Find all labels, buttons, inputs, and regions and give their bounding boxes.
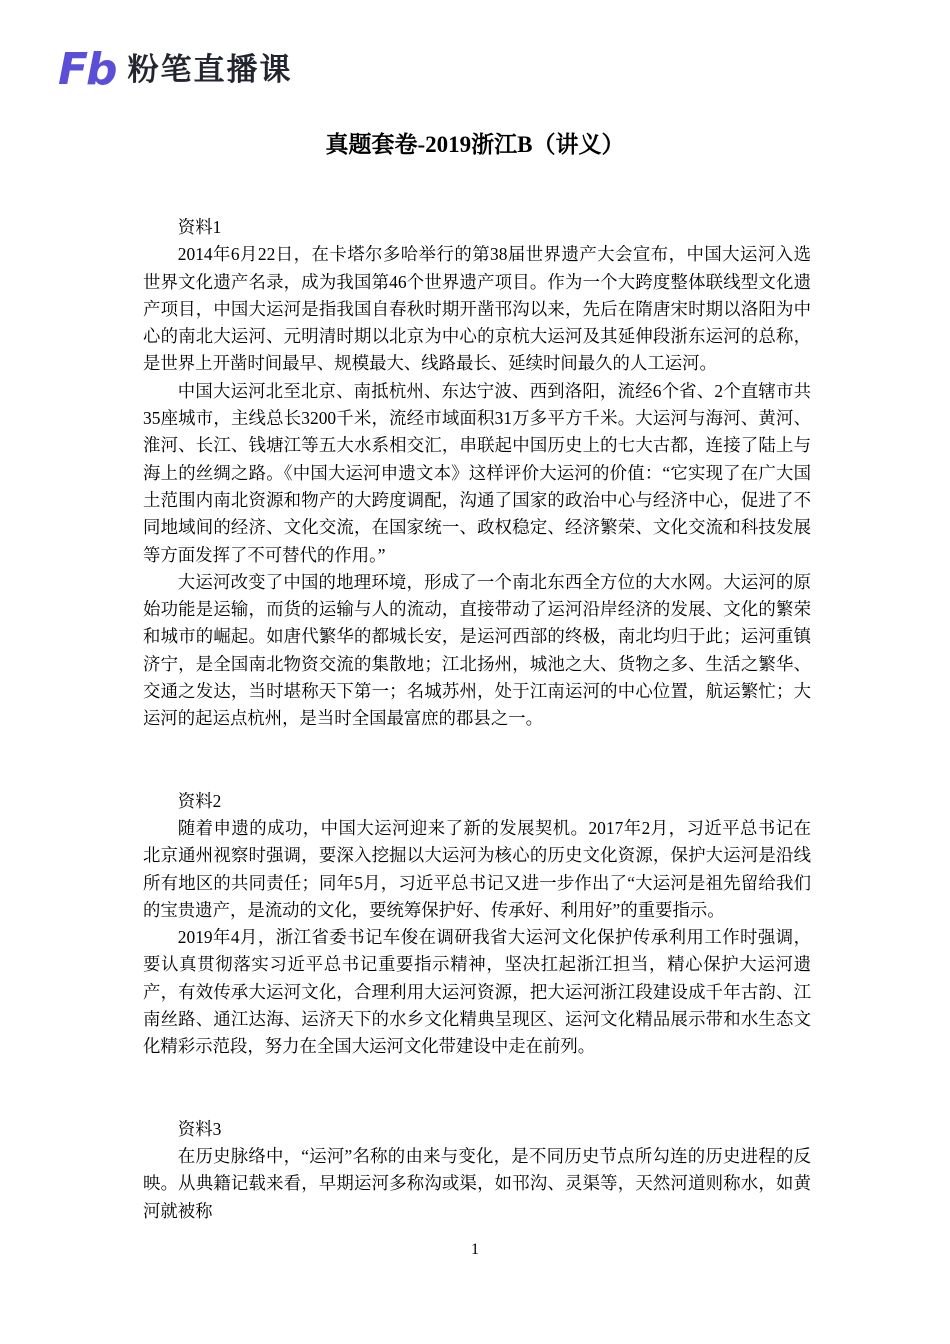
fenbi-logo-icon: Fb [58, 44, 116, 95]
page-number: 1 [471, 1241, 479, 1258]
body-paragraph: 2019年4月，浙江省委书记车俊在调研我省大运河文化保护传承利用工作时强调，要认真贯彻落实习近平总书记重要指示精神，坚决扛起浙江担当，精心保护大运河遗产，有效传承大运河文化，合理利用大运河资源，把大运河浙江段建设成千年古韵、江南丝路、通江达海、运济天下的水乡文化精典呈现区、运河文化精品展示带和水生态文化精彩示范段，努力在全国大运河文化带建设中走在前列。 [143, 927, 811, 1057]
material-section [143, 788, 811, 1061]
material-section [143, 1116, 811, 1225]
body-paragraph: 大运河改变了中国的地理环境，形成了一个南北东西全方位的大水网。大运河的原始功能是运输，而货的运输与人的流动，直接带动了运河沿岸经济的发展、文化的繁荣和城市的崛起。如唐代繁华的都城长安，是运河西部的终极，南北均归于此；运河重镇济宁，是全国南北物资交流的集散地；江北扬州，城池之大、货物之多、生活之繁华、交通之发达，当时堪称天下第一；名城苏州，处于江南运河的中心位置，航运繁忙；大运河的起运点杭州，是当时全国最富庶的郡县之一。 [143, 571, 811, 729]
brand-logo [58, 44, 293, 95]
section-heading: 资料1 [177, 217, 222, 237]
section-heading: 资料2 [177, 790, 222, 811]
brand-name: 粉笔直播课 [127, 51, 293, 88]
material-section [143, 214, 811, 733]
section-heading: 资料3 [177, 1118, 222, 1139]
document-title: 真题套卷-2019浙江B（讲义） [325, 132, 625, 157]
body-paragraph: 在历史脉络中，“运河”名称的由来与变化，是不同历史节点所勾连的历史进程的反映。从典籍记载来看，早期运河多称沟或渠，如邗沟、灵渠等，天然河道则称水，如黄河就被称 [143, 1145, 811, 1221]
body-paragraph: 中国大运河北至北京、南抵杭州、东达宁波、西到洛阳，流经6个省、2个直辖市共35座城市，主线总长3200千米，流经市域面积31万多平方千米。大运河与海河、黄河、淮河、长江、钱塘江等五大水系相交汇，串联起中国历史上的七大古都，连接了陆上与海上的丝绸之路。《中国大运河申遗文本》这样评价大运河的价值：“它实现了在广大国土范围内南北资源和物产的大跨度调配，沟通了国家的政治中心与经济中心，促进了不同地域间的经济、文化交流，在国家统一、政权稳定、经济繁荣、文化交流和科技发展等方面发挥了不可替代的作用。” [143, 380, 811, 565]
body-paragraph: 2014年6月22日，在卡塔尔多哈举行的第38届世界遗产大会宣布，中国大运河入选世界文化遗产名录，成为我国第46个世界遗产项目。作为一个大跨度整体联线型文化遗产项目，中国大运河是指我国自春秋时期开凿邗沟以来，先后在隋唐宋时期以洛阳为中心的南北大运河、元明清时期以北京为中心的京杭大运河及其延伸段浙东运河的总称，是世界上开凿时间最早、规模最大、线路最长、延续时间最久的人工运河。 [143, 244, 811, 374]
body-paragraph: 随着申遗的成功，中国大运河迎来了新的发展契机。2017年2月，习近平总书记在北京通州视察时强调，要深入挖掘以大运河为核心的历史文化资源，保护大运河是沿线所有地区的共同责任；同年5月，习近平总书记又进一步作出了“大运河是祖先留给我们的宝贵遗产，是流动的文化，要统筹保护好、传承好、利用好”的重要指示。 [143, 817, 811, 920]
document-body [143, 214, 811, 1225]
